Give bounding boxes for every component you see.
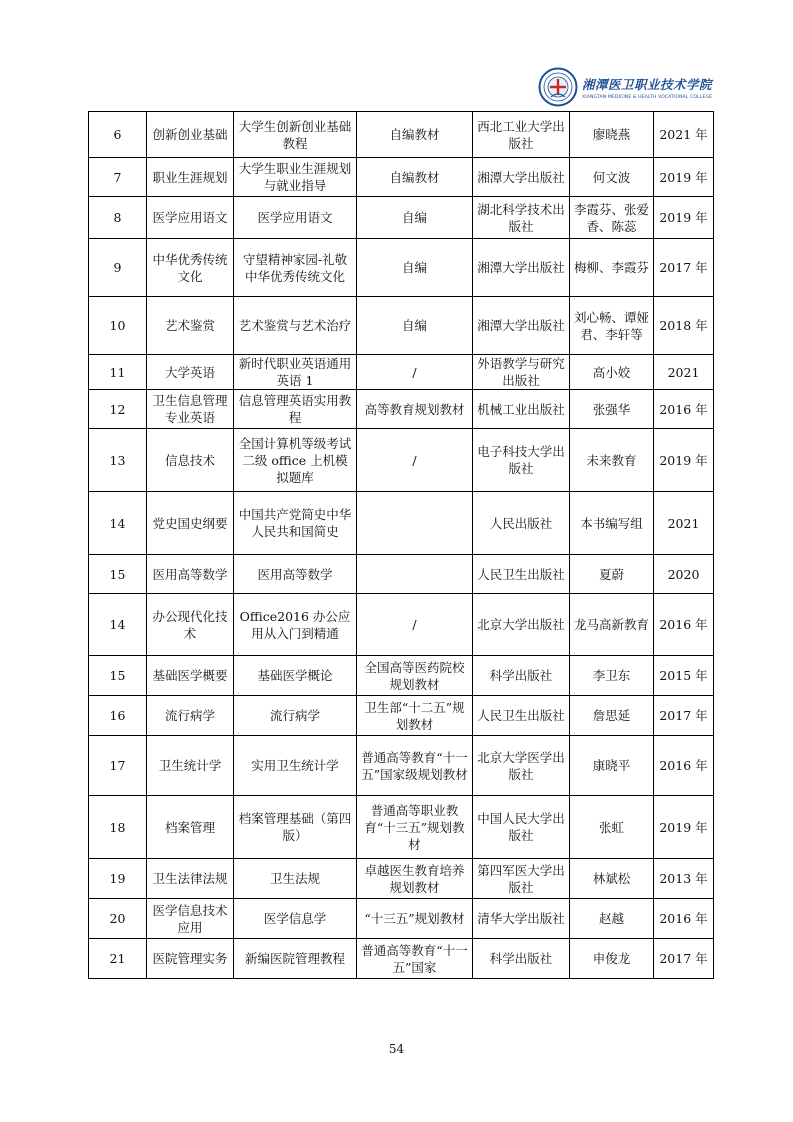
author-cell: 张强华	[570, 390, 654, 429]
course-name-cell: 医用高等数学	[147, 555, 234, 594]
year-cell: 2021	[654, 355, 714, 390]
textbook-title-cell: 全国计算机等级考试二级 office 上机模拟题库	[234, 429, 357, 492]
author-cell: 刘心畅、谭娅君、李轩等	[570, 297, 654, 355]
school-name-en: XIANGTAN MEDICINE & HEALTH VOCATIONAL COLLEGE	[582, 94, 713, 100]
textbook-type-cell: 自编教材	[357, 112, 473, 158]
row-number-cell: 6	[89, 112, 147, 158]
publisher-cell: 西北工业大学出版社	[473, 112, 570, 158]
year-cell: 2019 年	[654, 796, 714, 859]
publisher-cell: 电子科技大学出版社	[473, 429, 570, 492]
textbook-title-cell: 卫生法规	[234, 859, 357, 899]
table-row	[89, 594, 714, 656]
year-cell: 2015 年	[654, 656, 714, 696]
table-body	[89, 112, 714, 979]
year-cell: 2016 年	[654, 594, 714, 656]
row-number-cell: 13	[89, 429, 147, 492]
row-number-cell: 15	[89, 656, 147, 696]
year-cell: 2018 年	[654, 297, 714, 355]
publisher-cell: 第四军医大学出版社	[473, 859, 570, 899]
row-number-cell: 14	[89, 594, 147, 656]
publisher-cell: 科学出版社	[473, 939, 570, 979]
publisher-cell: 中国人民大学出版社	[473, 796, 570, 859]
course-name-cell: 卫生信息管理专业英语	[147, 390, 234, 429]
course-name-cell: 档案管理	[147, 796, 234, 859]
author-cell: 申俊龙	[570, 939, 654, 979]
textbook-title-cell: 档案管理基础（第四版）	[234, 796, 357, 859]
textbook-type-cell: /	[357, 355, 473, 390]
textbook-title-cell: 守望精神家园-礼敬中华优秀传统文化	[234, 239, 357, 297]
author-cell: 李卫东	[570, 656, 654, 696]
table-row	[89, 429, 714, 492]
year-cell: 2021 年	[654, 112, 714, 158]
textbook-title-cell: Office2016 办公应用从入门到精通	[234, 594, 357, 656]
college-logo	[538, 66, 728, 108]
publisher-cell: 清华大学出版社	[473, 899, 570, 939]
table-row	[89, 859, 714, 899]
author-cell: 未来教育	[570, 429, 654, 492]
row-number-cell: 12	[89, 390, 147, 429]
textbook-title-cell: 基础医学概论	[234, 656, 357, 696]
course-name-cell: 医学信息技术应用	[147, 899, 234, 939]
textbook-type-cell: 自编	[357, 197, 473, 239]
textbook-title-cell: 艺术鉴赏与艺术治疗	[234, 297, 357, 355]
table-row	[89, 158, 714, 197]
year-cell: 2020	[654, 555, 714, 594]
course-name-cell: 创新创业基础	[147, 112, 234, 158]
author-cell: 夏蔚	[570, 555, 654, 594]
author-cell: 廖晓燕	[570, 112, 654, 158]
table-row	[89, 297, 714, 355]
year-cell: 2019 年	[654, 429, 714, 492]
textbook-title-cell: 医用高等数学	[234, 555, 357, 594]
textbook-title-cell: 大学生职业生涯规划与就业指导	[234, 158, 357, 197]
table-row	[89, 239, 714, 297]
publisher-cell: 湘潭大学出版社	[473, 297, 570, 355]
table-row	[89, 355, 714, 390]
textbook-title-cell: 新时代职业英语通用英语 1	[234, 355, 357, 390]
row-number-cell: 7	[89, 158, 147, 197]
year-cell: 2016 年	[654, 390, 714, 429]
year-cell: 2017 年	[654, 239, 714, 297]
course-name-cell: 信息技术	[147, 429, 234, 492]
textbook-type-cell: 全国高等医药院校规划教材	[357, 656, 473, 696]
course-name-cell: 党史国史纲要	[147, 492, 234, 555]
author-cell: 李霞芬、张爱香、陈蕊	[570, 197, 654, 239]
textbook-title-cell: 医学应用语文	[234, 197, 357, 239]
author-cell: 赵越	[570, 899, 654, 939]
textbook-type-cell	[357, 555, 473, 594]
row-number-cell: 9	[89, 239, 147, 297]
course-name-cell: 医学应用语文	[147, 197, 234, 239]
textbook-table	[88, 111, 714, 979]
author-cell: 何文波	[570, 158, 654, 197]
textbook-type-cell: 自编	[357, 239, 473, 297]
year-cell: 2021	[654, 492, 714, 555]
year-cell: 2019 年	[654, 158, 714, 197]
publisher-cell: 人民出版社	[473, 492, 570, 555]
textbook-type-cell: 自编	[357, 297, 473, 355]
textbook-type-cell: 普通高等教育“十一五”国家级规划教材	[357, 736, 473, 796]
publisher-cell: 人民卫生出版社	[473, 696, 570, 736]
table-row	[89, 112, 714, 158]
school-name-cn: 湘潭医卫职业技术学院	[582, 76, 713, 92]
textbook-type-cell: 普通高等教育“十一五”国家	[357, 939, 473, 979]
course-name-cell: 艺术鉴赏	[147, 297, 234, 355]
row-number-cell: 15	[89, 555, 147, 594]
row-number-cell: 19	[89, 859, 147, 899]
textbook-type-cell: /	[357, 594, 473, 656]
table-row	[89, 390, 714, 429]
row-number-cell: 18	[89, 796, 147, 859]
year-cell: 2017 年	[654, 939, 714, 979]
course-name-cell: 卫生统计学	[147, 736, 234, 796]
textbook-type-cell: 自编教材	[357, 158, 473, 197]
publisher-cell: 湖北科学技术出版社	[473, 197, 570, 239]
row-number-cell: 17	[89, 736, 147, 796]
year-cell: 2019 年	[654, 197, 714, 239]
row-number-cell: 10	[89, 297, 147, 355]
textbook-type-cell: /	[357, 429, 473, 492]
author-cell: 林斌松	[570, 859, 654, 899]
table-row	[89, 197, 714, 239]
course-name-cell: 基础医学概要	[147, 656, 234, 696]
table-row	[89, 736, 714, 796]
row-number-cell: 21	[89, 939, 147, 979]
author-cell: 龙马高新教育	[570, 594, 654, 656]
year-cell: 2016 年	[654, 736, 714, 796]
course-name-cell: 中华优秀传统文化	[147, 239, 234, 297]
table-row	[89, 796, 714, 859]
publisher-cell: 湘潭大学出版社	[473, 239, 570, 297]
table-row	[89, 555, 714, 594]
row-number-cell: 16	[89, 696, 147, 736]
textbook-type-cell: 普通高等职业教育“十三五”规划教材	[357, 796, 473, 859]
table-row	[89, 492, 714, 555]
publisher-cell: 人民卫生出版社	[473, 555, 570, 594]
textbook-title-cell: 新编医院管理教程	[234, 939, 357, 979]
college-emblem-icon	[538, 67, 578, 107]
year-cell: 2013 年	[654, 859, 714, 899]
textbook-title-cell: 中国共产党简史中华人民共和国简史	[234, 492, 357, 555]
publisher-cell: 机械工业出版社	[473, 390, 570, 429]
year-cell: 2016 年	[654, 899, 714, 939]
textbook-title-cell: 大学生创新创业基础教程	[234, 112, 357, 158]
textbook-type-cell: 卫生部“十二五”规划教材	[357, 696, 473, 736]
publisher-cell: 北京大学出版社	[473, 594, 570, 656]
author-cell: 本书编写组	[570, 492, 654, 555]
publisher-cell: 北京大学医学出版社	[473, 736, 570, 796]
textbook-type-cell	[357, 492, 473, 555]
textbook-title-cell: 医学信息学	[234, 899, 357, 939]
row-number-cell: 20	[89, 899, 147, 939]
author-cell: 詹思延	[570, 696, 654, 736]
author-cell: 张虹	[570, 796, 654, 859]
author-cell: 梅柳、李霞芬	[570, 239, 654, 297]
textbook-type-cell: “十三五”规划教材	[357, 899, 473, 939]
table-row	[89, 656, 714, 696]
textbook-title-cell: 实用卫生统计学	[234, 736, 357, 796]
author-cell: 康晓平	[570, 736, 654, 796]
course-name-cell: 职业生涯规划	[147, 158, 234, 197]
course-name-cell: 流行病学	[147, 696, 234, 736]
course-name-cell: 医院管理实务	[147, 939, 234, 979]
publisher-cell: 科学出版社	[473, 656, 570, 696]
row-number-cell: 11	[89, 355, 147, 390]
table-row	[89, 899, 714, 939]
publisher-cell: 外语教学与研究出版社	[473, 355, 570, 390]
textbook-title-cell: 流行病学	[234, 696, 357, 736]
author-cell: 高小姣	[570, 355, 654, 390]
table-row	[89, 696, 714, 736]
textbook-title-cell: 信息管理英语实用教程	[234, 390, 357, 429]
row-number-cell: 8	[89, 197, 147, 239]
publisher-cell: 湘潭大学出版社	[473, 158, 570, 197]
course-name-cell: 大学英语	[147, 355, 234, 390]
textbook-type-cell: 高等教育规划教材	[357, 390, 473, 429]
textbook-type-cell: 卓越医生教育培养规划教材	[357, 859, 473, 899]
page-number: 54	[388, 1042, 405, 1056]
course-name-cell: 办公现代化技术	[147, 594, 234, 656]
row-number-cell: 14	[89, 492, 147, 555]
year-cell: 2017 年	[654, 696, 714, 736]
table-row	[89, 939, 714, 979]
course-name-cell: 卫生法律法规	[147, 859, 234, 899]
